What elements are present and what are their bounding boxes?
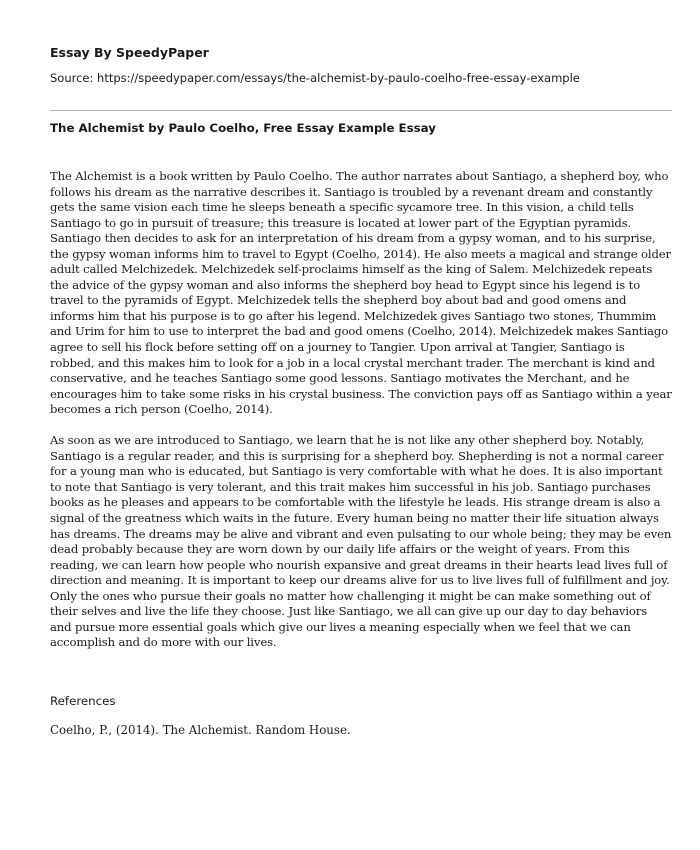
header-divider	[50, 110, 672, 111]
essay-title: The Alchemist by Paulo Coelho, Free Essay Example Essay	[50, 121, 436, 135]
paragraph-2: As soon as we are introduced to Santiago, we learn that he is not like any other shepherd boy. Notably, Santiago is a regular reader, and this is surprising for a shepherd boy. Shepherding is not a normal career for a young man who is educated, but Santiago is very comfortable with what he does. It is also important to note that Santiago is very tolerant, and this trait makes him successful in his job. Santiago purchases books as he pleases and appears to be comfortable with the lifestyle he leads. His strange dream is also a signal of the greatness which waits in the future. Every human being no matter their life situation always has dreams. The dreams may be alive and vibrant and even pulsating to our whole being; they may be even dead probably because they are worn down by our daily life affairs or the weight of years. From this reading, we can learn how people who nourish expansive and great dreams in their hearts lead lives full of direction and meaning. It is important to keep our dreams alive for us to live lives full of fulfillment and joy. Only the ones who pursue their goals no matter how challenging it might be can make something out of their selves and live the life they choose. Just like Santiago, we all can give up our day to day behaviors and pursue more essential goals which give our lives a meaning especially when we feel that we can accomplish and do more with our lives.	[50, 433, 672, 650]
source-line: Source: https://speedypaper.com/essays/the-alchemist-by-paulo-coelho-free-essay-example	[50, 71, 580, 85]
reference-item: Coelho, P., (2014). The Alchemist. Random House.	[50, 723, 351, 737]
document-title: Essay By SpeedyPaper	[50, 45, 209, 60]
paragraph-1: The Alchemist is a book written by Paulo Coelho. The author narrates about Santiago, a shepherd boy, who follows his dream as the narrative describes it. Santiago is troubled by a revenant dream and constantly gets the same vision each time he sleeps beneath a specific sycamore tree. In this vision, a child tells Santiago to go in pursuit of treasure; this treasure is located at lower part of the Egyptian pyramids. Santiago then decides to ask for an interpretation of his dream from a gypsy woman, and to his surprise, the gypsy woman informs him to travel to Egypt (Coelho, 2014). He also meets a magical and strange older adult called Melchizedek. Melchizedek self-proclaims himself as the king of Salem. Melchizedek repeats the advice of the gypsy woman and also informs the shepherd boy head to Egypt since his legend is to travel to the pyramids of Egypt. Melchizedek tells the shepherd boy about bad and good omens and informs him that his purpose is to go after his legend. Melchizedek gives Santiago two stones, Thummim and Urim for him to use to interpret the bad and good omens (Coelho, 2014). Melchizedek makes Santiago agree to sell his flock before setting off on a journey to Tangier. Upon arrival at Tangier, Santiago is robbed, and this makes him to look for a job in a local crystal merchant trader. The merchant is kind and conservative, and he teaches Santiago some good lessons. Santiago motivates the Merchant, and he encourages him to take some risks in his crystal business. The conviction pays off as Santiago within a year becomes a rich person (Coelho, 2014).	[50, 169, 672, 417]
essay-body	[50, 169, 672, 666]
references-heading: References	[50, 694, 116, 708]
